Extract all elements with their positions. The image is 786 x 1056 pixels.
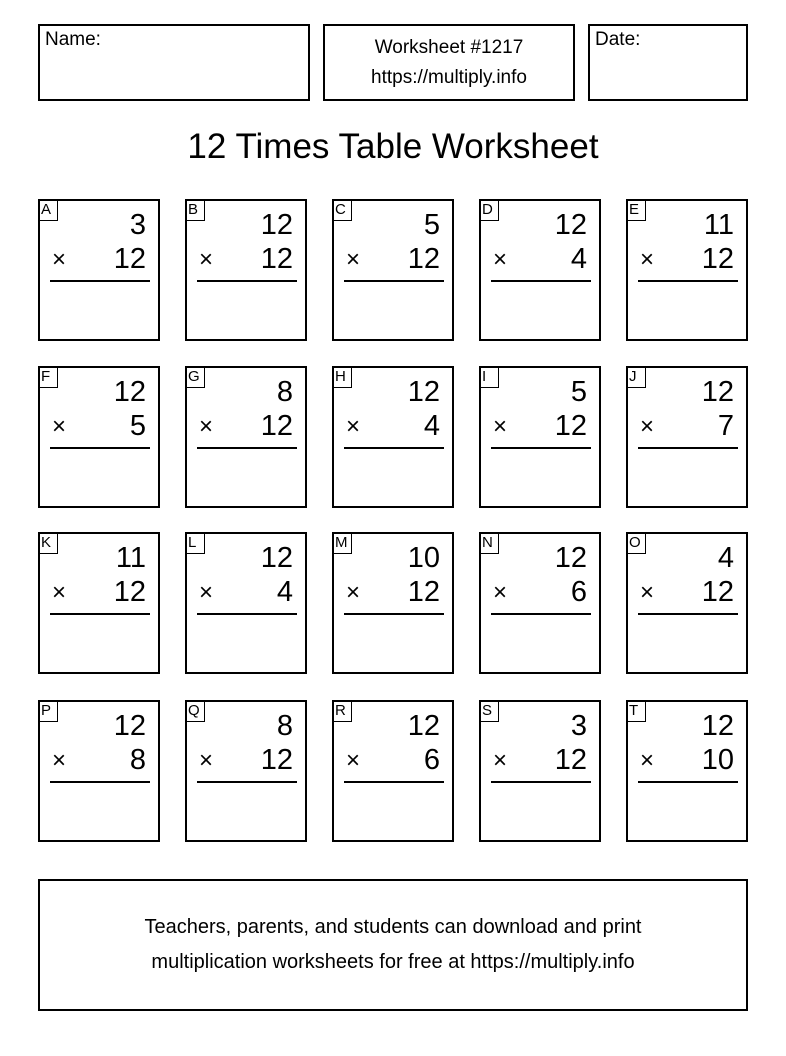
- problem-card-g[interactable]: [185, 366, 307, 508]
- problem-card-c[interactable]: [332, 199, 454, 341]
- problem-bottom-number: 7: [717, 410, 734, 442]
- problem-top-number: 12: [113, 376, 146, 408]
- answer-line: [491, 280, 591, 282]
- answer-line: [50, 447, 150, 449]
- answer-line: [50, 781, 150, 783]
- problem-bottom-number: 12: [407, 576, 440, 608]
- problem-top-number: 12: [407, 710, 440, 742]
- problem-letter: T: [626, 700, 646, 722]
- problem-card-k[interactable]: [38, 532, 160, 674]
- multiply-sign-icon: ×: [346, 413, 361, 440]
- worksheet-info-box: [323, 24, 575, 101]
- problem-top-number: 8: [276, 376, 293, 408]
- problem-card-o[interactable]: [626, 532, 748, 674]
- problem-letter: R: [332, 700, 352, 722]
- problem-letter: S: [479, 700, 499, 722]
- problem-top-number: 12: [701, 376, 734, 408]
- problem-bottom-number: 4: [423, 410, 440, 442]
- problem-top-number: 12: [260, 542, 293, 574]
- problem-card-d[interactable]: [479, 199, 601, 341]
- multiply-sign-icon: ×: [199, 579, 214, 606]
- multiply-sign-icon: ×: [640, 747, 655, 774]
- multiply-sign-icon: ×: [52, 579, 67, 606]
- problem-card-j[interactable]: [626, 366, 748, 508]
- multiply-sign-icon: ×: [346, 579, 361, 606]
- multiply-sign-icon: ×: [640, 246, 655, 273]
- problem-top-number: 8: [276, 710, 293, 742]
- problem-bottom-number: 12: [260, 410, 293, 442]
- problem-bottom-number: 12: [260, 744, 293, 776]
- problem-letter: A: [38, 199, 58, 221]
- problem-letter: J: [626, 366, 646, 388]
- problem-bottom-number: 6: [423, 744, 440, 776]
- problem-letter: O: [626, 532, 646, 554]
- problem-top-number: 12: [701, 710, 734, 742]
- name-field[interactable]: [38, 24, 310, 101]
- problem-card-p[interactable]: [38, 700, 160, 842]
- multiply-sign-icon: ×: [199, 747, 214, 774]
- problem-letter: K: [38, 532, 58, 554]
- answer-line: [491, 447, 591, 449]
- problem-top-number: 10: [407, 542, 440, 574]
- date-label: Date:: [595, 29, 641, 50]
- problem-top-number: 5: [423, 209, 440, 241]
- problem-card-s[interactable]: [479, 700, 601, 842]
- problem-top-number: 12: [554, 542, 587, 574]
- date-field[interactable]: [588, 24, 748, 101]
- answer-line: [50, 613, 150, 615]
- multiply-sign-icon: ×: [346, 747, 361, 774]
- problem-card-b[interactable]: [185, 199, 307, 341]
- problem-bottom-number: 8: [129, 744, 146, 776]
- problem-top-number: 3: [570, 710, 587, 742]
- problem-letter: G: [185, 366, 205, 388]
- problem-card-f[interactable]: [38, 366, 160, 508]
- problem-bottom-number: 4: [276, 576, 293, 608]
- answer-line: [344, 280, 444, 282]
- page-title: 12 Times Table Worksheet: [187, 127, 599, 166]
- problem-letter: P: [38, 700, 58, 722]
- problem-letter: Q: [185, 700, 205, 722]
- problem-card-m[interactable]: [332, 532, 454, 674]
- answer-line: [50, 280, 150, 282]
- problem-bottom-number: 12: [407, 243, 440, 275]
- problem-bottom-number: 12: [554, 744, 587, 776]
- answer-line: [491, 781, 591, 783]
- worksheet-url: https://multiply.info: [371, 67, 527, 88]
- problem-top-number: 5: [570, 376, 587, 408]
- problem-letter: M: [332, 532, 352, 554]
- footer-text-line-2: multiplication worksheets for free at https://multiply.info: [151, 951, 635, 973]
- answer-line: [197, 447, 297, 449]
- problem-top-number: 12: [554, 209, 587, 241]
- problem-top-number: 12: [113, 710, 146, 742]
- multiply-sign-icon: ×: [493, 747, 508, 774]
- problem-bottom-number: 12: [701, 576, 734, 608]
- problem-letter: F: [38, 366, 58, 388]
- answer-line: [197, 781, 297, 783]
- footer-text-line-1: Teachers, parents, and students can download and print: [144, 916, 642, 938]
- problem-card-e[interactable]: [626, 199, 748, 341]
- problem-bottom-number: 12: [554, 410, 587, 442]
- multiply-sign-icon: ×: [493, 413, 508, 440]
- answer-line: [638, 781, 738, 783]
- problem-top-number: 12: [407, 376, 440, 408]
- multiply-sign-icon: ×: [52, 413, 67, 440]
- footer-box: [38, 879, 748, 1011]
- multiply-sign-icon: ×: [52, 747, 67, 774]
- problem-bottom-number: 10: [701, 744, 734, 776]
- problem-card-h[interactable]: [332, 366, 454, 508]
- problem-letter: I: [479, 366, 499, 388]
- problem-bottom-number: 12: [701, 243, 734, 275]
- multiply-sign-icon: ×: [199, 413, 214, 440]
- worksheet-number: Worksheet #1217: [374, 37, 524, 58]
- problem-letter: E: [626, 199, 646, 221]
- answer-line: [491, 613, 591, 615]
- problem-letter: C: [332, 199, 352, 221]
- name-label: Name:: [45, 29, 101, 50]
- problem-bottom-number: 5: [129, 410, 146, 442]
- problem-letter: H: [332, 366, 352, 388]
- problem-bottom-number: 12: [113, 243, 146, 275]
- problem-card-q[interactable]: [185, 700, 307, 842]
- answer-line: [344, 447, 444, 449]
- answer-line: [197, 280, 297, 282]
- multiply-sign-icon: ×: [493, 246, 508, 273]
- answer-line: [638, 447, 738, 449]
- problem-letter: B: [185, 199, 205, 221]
- problem-card-t[interactable]: [626, 700, 748, 842]
- problem-top-number: 11: [115, 542, 146, 574]
- problem-bottom-number: 12: [113, 576, 146, 608]
- problem-top-number: 3: [129, 209, 146, 241]
- problem-top-number: 4: [717, 542, 734, 574]
- problem-card-r[interactable]: [332, 700, 454, 842]
- multiply-sign-icon: ×: [640, 413, 655, 440]
- answer-line: [344, 613, 444, 615]
- problem-top-number: 11: [703, 209, 734, 241]
- problem-card-n[interactable]: [479, 532, 601, 674]
- problem-card-i[interactable]: [479, 366, 601, 508]
- problem-letter: D: [479, 199, 499, 221]
- multiply-sign-icon: ×: [199, 246, 214, 273]
- problem-card-a[interactable]: [38, 199, 160, 341]
- answer-line: [344, 781, 444, 783]
- multiply-sign-icon: ×: [52, 246, 67, 273]
- answer-line: [638, 280, 738, 282]
- problem-letter: L: [185, 532, 205, 554]
- multiply-sign-icon: ×: [493, 579, 508, 606]
- answer-line: [638, 613, 738, 615]
- problem-bottom-number: 4: [570, 243, 587, 275]
- problem-top-number: 12: [260, 209, 293, 241]
- problem-bottom-number: 12: [260, 243, 293, 275]
- answer-line: [197, 613, 297, 615]
- multiply-sign-icon: ×: [346, 246, 361, 273]
- problem-card-l[interactable]: [185, 532, 307, 674]
- problem-bottom-number: 6: [570, 576, 587, 608]
- problem-letter: N: [479, 532, 499, 554]
- multiply-sign-icon: ×: [640, 579, 655, 606]
